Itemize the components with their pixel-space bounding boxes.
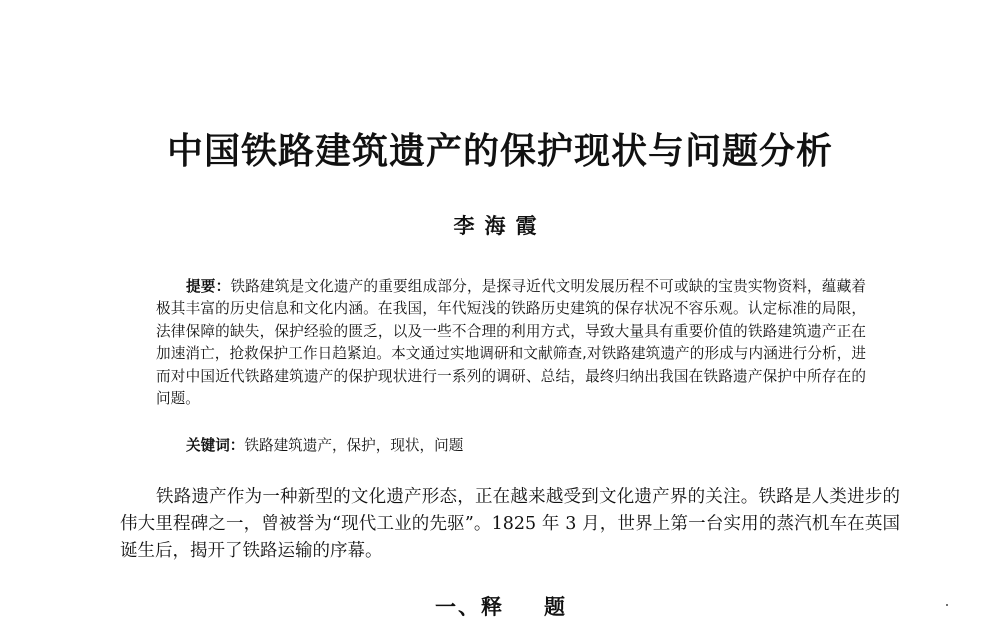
abstract-label: 提要：: [186, 278, 231, 295]
keywords-label: 关键词：: [186, 437, 245, 454]
intro-paragraph: 铁路遗产作为一种新型的文化遗产形态，正在越来越受到文化遗产界的关注。铁路是人类进步的伟大里程碑之一，曾被誉为“现代工业的先驱”。1825 年 3 月，世界上第一台实用的蒸汽机车在英国诞生后，揭开了铁路运输的序幕。: [120, 487, 900, 561]
paper-title: 中国铁路建筑遗产的保护现状与问题分析: [166, 131, 833, 172]
keywords: [186, 435, 866, 457]
abstract: [156, 276, 866, 410]
section-title-word-2: 题: [544, 595, 565, 619]
section-number: 一、: [435, 595, 481, 619]
author-name: 李海霞: [453, 214, 547, 238]
section-title-word-1: 释: [481, 595, 502, 619]
keywords-text: 铁路建筑遗产，保护，现状，问题: [244, 437, 464, 454]
section-heading: [0, 592, 1000, 622]
abstract-text: 铁路建筑是文化遗产的重要组成部分，是探寻近代文明发展历程不可或缺的宝贵实物资料，蕴藏着极其丰富的历史信息和文化内涵。在我国，年代短浅的铁路历史建筑的保存状况不容乐观。认定标准的局限，法律保障的缺失，保护经验的匮乏，以及一些不合理的利用方式，导致大量具有重要价值的铁路建筑遗产正在加速消亡，抢救保护工作日趋紧迫。本文通过实地调研和文献筛查,对铁路建筑遗产的形成与内涵进行分析，进而对中国近代铁路建筑遗产的保护现状进行一系列的调研、总结，最终归纳出我国在铁路遗产保护中所存在的问题。: [156, 278, 866, 408]
scan-speck: [946, 604, 948, 606]
